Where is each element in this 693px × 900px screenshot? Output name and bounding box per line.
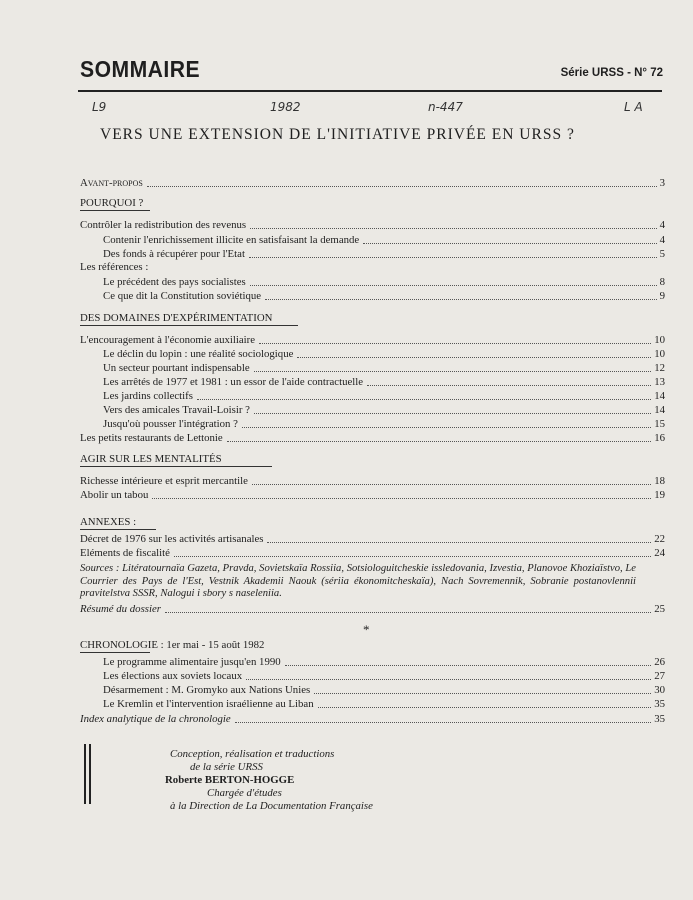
toc-entry: L'encouragement à l'économie auxiliaire 10 — [80, 334, 665, 346]
toc-entry: Les élections aux soviets locaux 27 — [103, 670, 665, 682]
credit-line: Chargée d'études — [207, 787, 282, 799]
section-underline — [80, 652, 150, 653]
toc-entry: Les arrêtés de 1977 et 1981 : un essor de l'aide contractuelle 13 — [103, 376, 665, 388]
toc-entry: Les jardins collectifs 14 — [103, 390, 665, 402]
series-label: Série URSS - N° 72 — [560, 67, 663, 79]
toc-entry: Le Kremlin et l'intervention israélienne au Liban 35 — [103, 698, 665, 710]
handwritten-note-1: L9 — [92, 100, 107, 114]
toc-entry: Un secteur pourtant indispensable 12 — [103, 362, 665, 374]
toc-entry: Richesse intérieure et esprit mercantile 18 — [80, 475, 665, 487]
credit-author: Roberte BERTON-HOGGE — [165, 774, 295, 786]
section-underline — [80, 529, 156, 530]
toc-entry: Vers des amicales Travail-Loisir ? 14 — [103, 404, 665, 416]
page-title: SOMMAIRE — [80, 56, 201, 82]
credit-line: de la série URSS — [190, 761, 263, 773]
credit-line: Conception, réalisation et traductions — [170, 748, 335, 760]
toc-entry-index: Index analytique de la chronologie 35 — [80, 713, 665, 725]
sources-paragraph: Sources : Litératournaïa Gazeta, Pravda, Sovietskaïa Rossiia, Sotsiologuitcheskie issledovania, Izvestia, Planovoe Khoziaïstvo, Le Courrier des Pays de l'Est, Vestnik Akademii Naouk (sériia ékonomitcheskaïa), Nach Sovremennik, Sobranie postanovlennii pravitelstva SSSR, Nalogui i sbory s naseleniia. — [80, 563, 636, 600]
document-title: VERS UNE EXTENSION DE L'INITIATIVE PRIVÉE EN URSS ? — [100, 126, 575, 143]
section-heading-annexes: ANNEXES : — [80, 516, 137, 528]
toc-subheading: Les références : — [80, 261, 149, 273]
section-underline — [80, 466, 272, 467]
credit-bar — [84, 744, 86, 804]
toc-entry: Contrôler la redistribution des revenus 4 — [80, 219, 665, 231]
toc-entry: Jusqu'où pousser l'intégration ? 15 — [103, 418, 665, 430]
credit-bar — [89, 744, 91, 804]
toc-entry-resume: Résumé du dossier 25 — [80, 603, 665, 615]
toc-entry: Abolir un tabou 19 — [80, 489, 665, 501]
credit-line: à la Direction de La Documentation Française — [170, 800, 373, 812]
section-underline — [80, 325, 298, 326]
handwritten-note-2: 1982 — [270, 100, 301, 114]
toc-entry: Le précédent des pays socialistes 8 — [103, 276, 665, 288]
toc-entry: Des fonds à récupérer pour l'Etat 5 — [103, 248, 665, 260]
toc-entry: Le programme alimentaire jusqu'en 1990 26 — [103, 656, 665, 668]
section-heading-mentalites: AGIR SUR LES MENTALITÉS — [80, 453, 222, 465]
toc-entry: Décret de 1976 sur les activités artisanales 22 — [80, 533, 665, 545]
section-heading-chronologie: CHRONOLOGIE : 1er mai - 15 août 1982 — [80, 639, 265, 651]
toc-entry: Eléments de fiscalité 24 — [80, 547, 665, 559]
handwritten-note-3: n-447 — [428, 100, 463, 114]
section-heading-domaines: DES DOMAINES D'EXPÉRIMENTATION — [80, 312, 273, 324]
toc-entry: Désarmement : M. Gromyko aux Nations Unies 30 — [103, 684, 665, 696]
section-heading-pourquoi: POURQUOI ? — [80, 197, 144, 209]
header-rule — [78, 90, 662, 92]
section-underline — [80, 210, 150, 211]
toc-entry: Ce que dit la Constitution soviétique 9 — [103, 290, 665, 302]
toc-entry: Le déclin du lopin : une réalité sociologique 10 — [103, 348, 665, 360]
toc-entry-avant-propos: Avant-propos 3 — [80, 177, 665, 189]
separator-asterisk: * — [363, 622, 370, 637]
toc-entry: Les petits restaurants de Lettonie 16 — [80, 432, 665, 444]
handwritten-note-4: L A — [624, 100, 643, 114]
toc-entry: Contenir l'enrichissement illicite en satisfaisant la demande 4 — [103, 234, 665, 246]
